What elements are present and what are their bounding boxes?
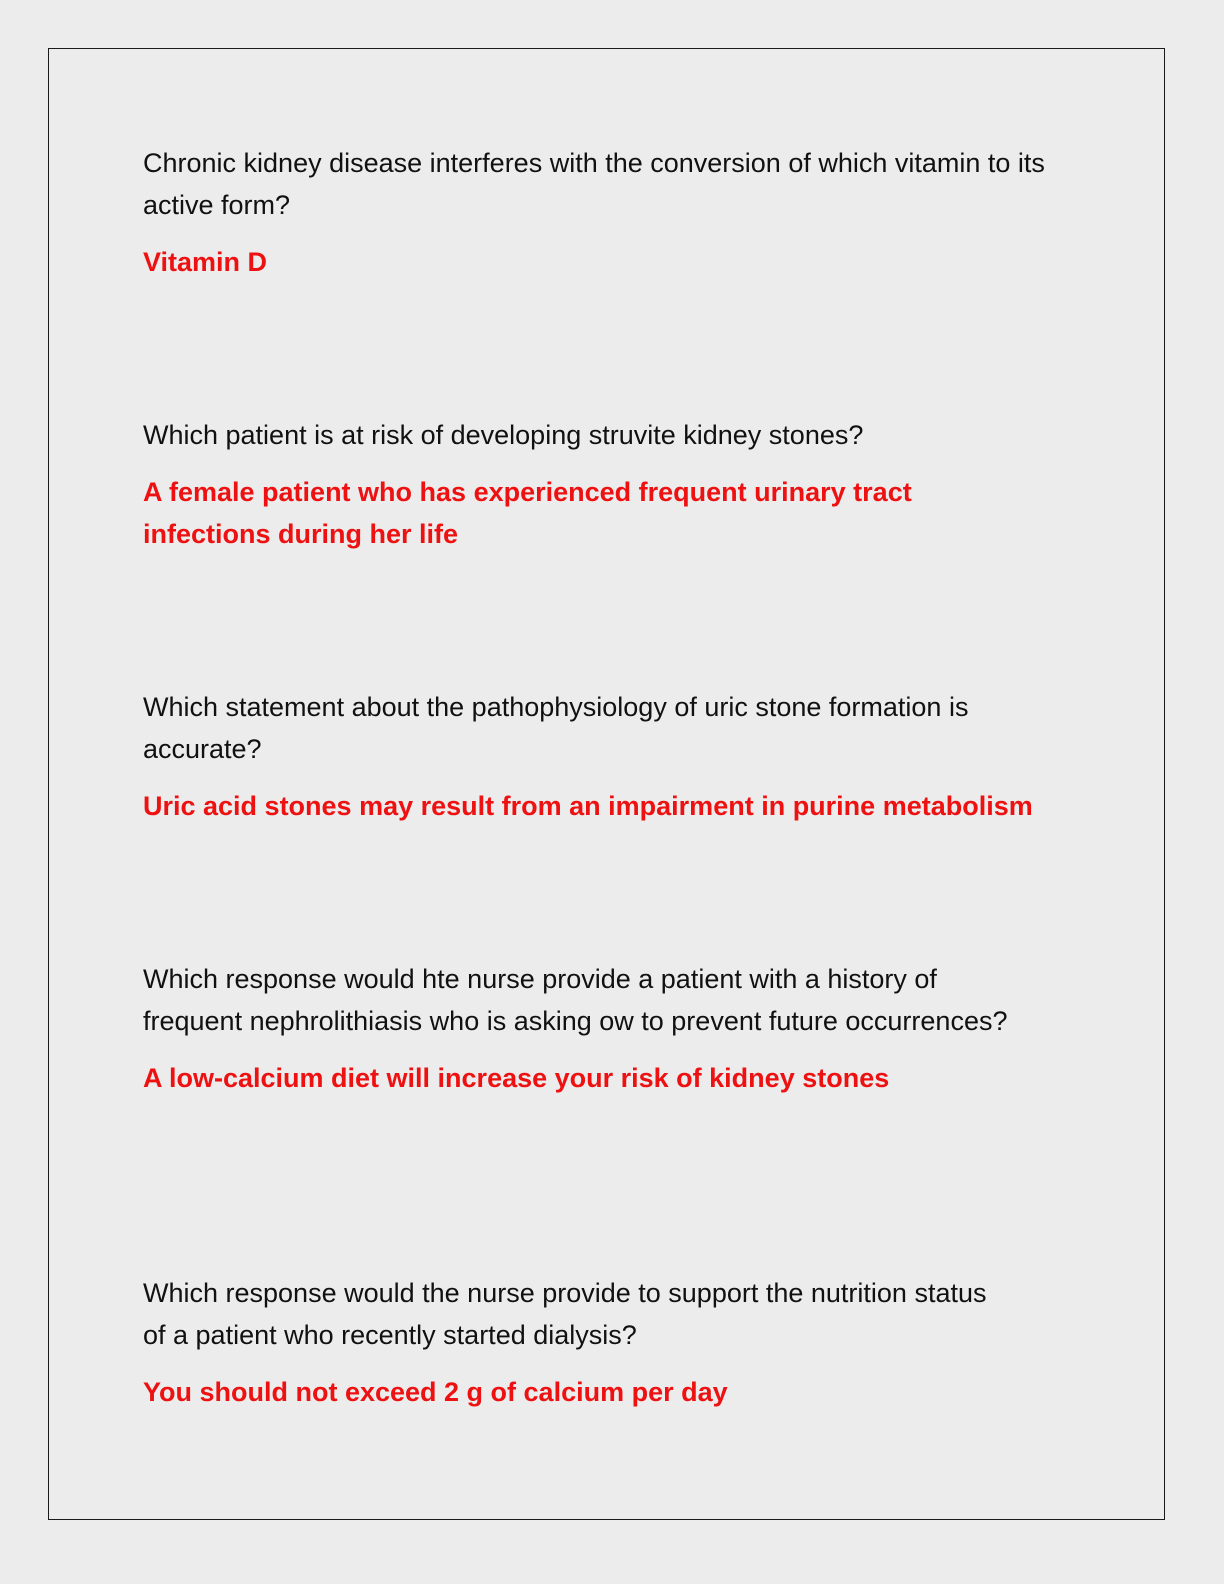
- answer-text: A female patient who has experienced frequent urinary tract infections during her life: [143, 477, 912, 549]
- question-text: Chronic kidney disease interferes with the conversion of which vitamin to its active form?: [143, 148, 1045, 220]
- question-text: Which response would the nurse provide to support the nutrition status of a patient who recently started dialysis?: [143, 1278, 987, 1350]
- qa-block: [143, 142, 1073, 283]
- qa-block: [143, 958, 1073, 1099]
- answer-text: You should not exceed 2 g of calcium per day: [143, 1377, 728, 1407]
- question-text: Which patient is at risk of developing struvite kidney stones?: [143, 420, 864, 450]
- qa-block: [143, 1272, 1073, 1413]
- question-text: Which statement about the pathophysiology of uric stone formation is accurate?: [143, 692, 969, 764]
- answer-text: Vitamin D: [143, 247, 268, 277]
- qa-block: [143, 414, 1073, 555]
- qa-block: [143, 686, 1073, 827]
- answer-text: A low-calcium diet will increase your risk of kidney stones: [143, 1063, 890, 1093]
- question-text: Which response would hte nurse provide a patient with a history of frequent nephrolithiasis who is asking ow to prevent future occurrences?: [143, 964, 1008, 1036]
- answer-text: Uric acid stones may result from an impairment in purine metabolism: [143, 791, 1033, 821]
